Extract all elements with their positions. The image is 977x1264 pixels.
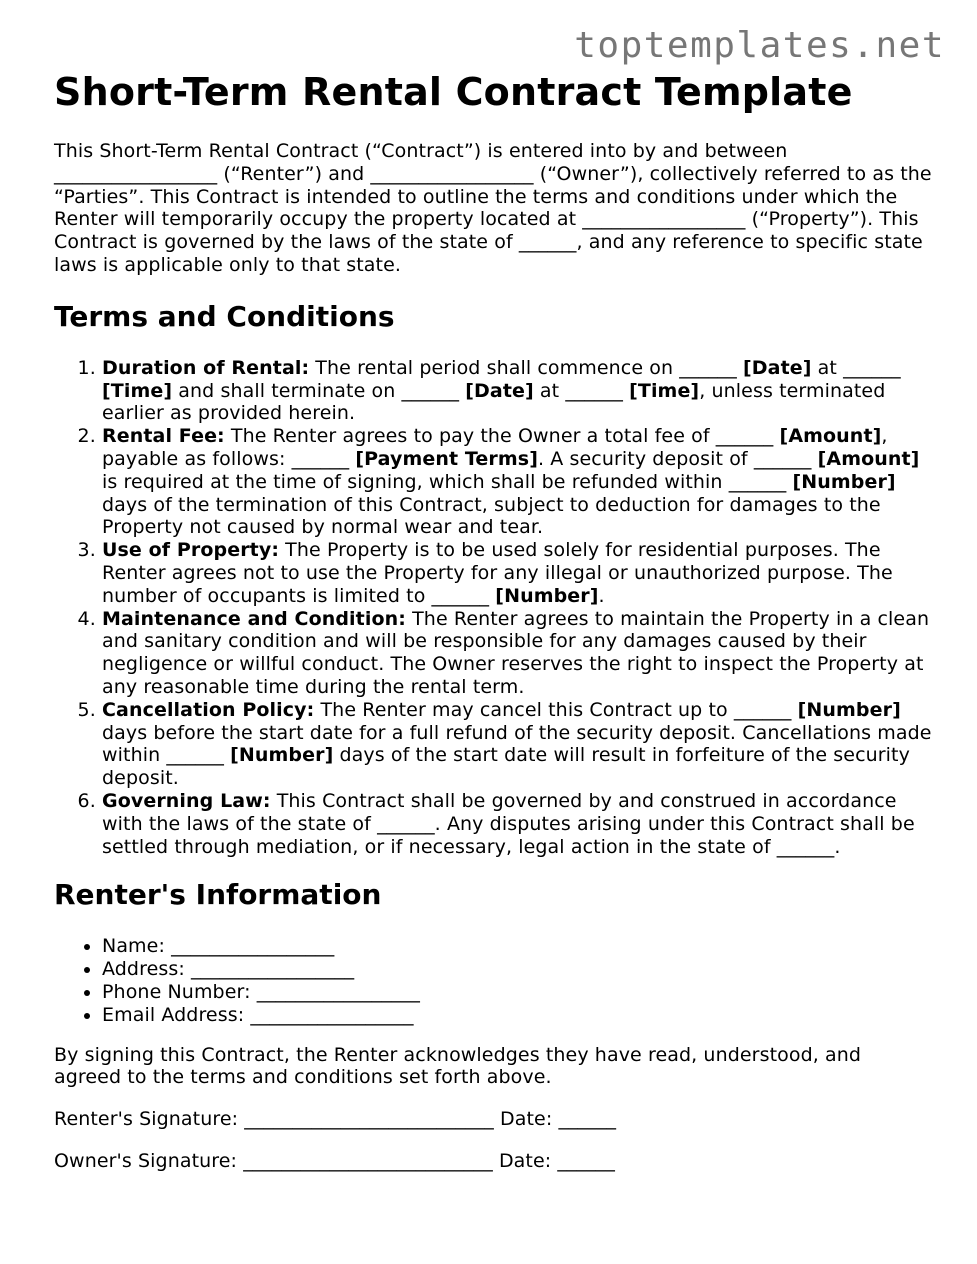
- placeholder-tag: [Number]: [792, 470, 896, 493]
- term-text: at ______: [533, 379, 630, 402]
- term-item: [102, 608, 934, 699]
- term-text: days before the start date for a full refund of the security deposit. Cancellations made within ______: [102, 721, 932, 767]
- term-label: Duration of Rental:: [102, 356, 310, 379]
- term-label: Cancellation Policy:: [102, 698, 315, 721]
- placeholder-tag: [Time]: [102, 379, 173, 402]
- term-text: This Contract shall be governed by and construed in accordance with the laws of the state of ______. Any disputes arising under this Contract shall be settled through mediation, or if necessary, legal action in the state of ______.: [102, 789, 915, 858]
- intro-paragraph: This Short-Term Rental Contract (“Contract”) is entered into by and between _________________ (“Renter”) and _________________ (“Owner”), collectively referred to as the “Parties”. This Contract is intended to outline the terms and conditions under which the Renter will temporarily occupy the property located at _________________ (“Property”). This Contract is governed by the laws of the state of ______, and any reference to specific state laws is applicable only to that state.: [54, 140, 932, 276]
- term-label: Maintenance and Condition:: [102, 607, 406, 630]
- terms-heading: Terms and Conditions: [54, 299, 395, 333]
- term-text: . A security deposit of ______: [537, 447, 818, 470]
- placeholder-tag: [Number]: [797, 698, 901, 721]
- term-label: Use of Property:: [102, 539, 280, 562]
- term-item: [102, 425, 934, 539]
- placeholder-tag: [Number]: [230, 744, 334, 767]
- renter-phone-field: • Phone Number: _________________: [102, 981, 934, 1004]
- term-label: Governing Law:: [102, 789, 271, 812]
- term-text: The Renter may cancel this Contract up to ______: [314, 698, 798, 721]
- term-text: days of the termination of this Contract, subject to deduction for damages to the Property not caused by normal wear and tear.: [102, 493, 881, 539]
- term-text: , payable as follows: ______: [102, 425, 888, 470]
- watermark: toptemplates.net: [574, 25, 945, 66]
- term-text: .: [598, 584, 605, 607]
- placeholder-tag: [Date]: [465, 379, 534, 402]
- page-title: Short-Term Rental Contract Template: [54, 70, 853, 114]
- term-item: [102, 539, 934, 607]
- term-text: The rental period shall commence on ______: [309, 356, 744, 379]
- placeholder-tag: [Date]: [743, 356, 812, 379]
- acknowledgement-paragraph: By signing this Contract, the Renter acknowledges they have read, understood, and agreed to the terms and conditions set forth above.: [54, 1043, 862, 1089]
- renter-name-field: • Name: _________________: [102, 935, 934, 958]
- renter-info-heading: Renter's Information: [54, 878, 382, 912]
- term-text: , unless terminated earlier as provided herein.: [102, 379, 886, 425]
- renter-address-field: • Address: _________________: [102, 958, 934, 981]
- terms-list: [54, 357, 934, 859]
- term-text: The Renter agrees to maintain the Property in a clean and sanitary condition and will be responsible for any damages caused by their negligence or willful conduct. The Owner reserves the right to inspect the Property at any reasonable time during the rental term.: [102, 607, 930, 698]
- owner-signature-line: Owner's Signature: __________________________ Date: ______: [54, 1149, 615, 1172]
- placeholder-tag: [Amount]: [779, 425, 882, 448]
- placeholder-tag: [Payment Terms]: [355, 447, 538, 470]
- term-text: is required at the time of signing, which shall be refunded within ______: [102, 470, 793, 493]
- term-item: [102, 790, 934, 858]
- placeholder-tag: [Number]: [495, 584, 599, 607]
- placeholder-tag: [Amount]: [817, 447, 920, 470]
- term-text: and shall terminate on ______: [172, 379, 466, 402]
- term-text: The Property is to be used solely for residential purposes. The Renter agrees not to use the Property for any illegal or unauthorized purpose. The number of occupants is limited to ______: [102, 539, 893, 607]
- term-text: The Renter agrees to pay the Owner a total fee of ______: [224, 425, 780, 448]
- term-text: at ______: [811, 356, 901, 379]
- term-item: [102, 357, 934, 425]
- renter-email-field: • Email Address: _________________: [102, 1004, 934, 1027]
- term-label: Rental Fee:: [102, 425, 225, 448]
- term-text: days of the start date will result in forfeiture of the security deposit.: [102, 744, 910, 790]
- renter-info-list: [54, 935, 934, 1026]
- term-item: [102, 699, 934, 790]
- placeholder-tag: [Time]: [629, 379, 700, 402]
- document-page: [54, 68, 934, 1173]
- renter-signature-line: Renter's Signature: __________________________ Date: ______: [54, 1108, 617, 1131]
